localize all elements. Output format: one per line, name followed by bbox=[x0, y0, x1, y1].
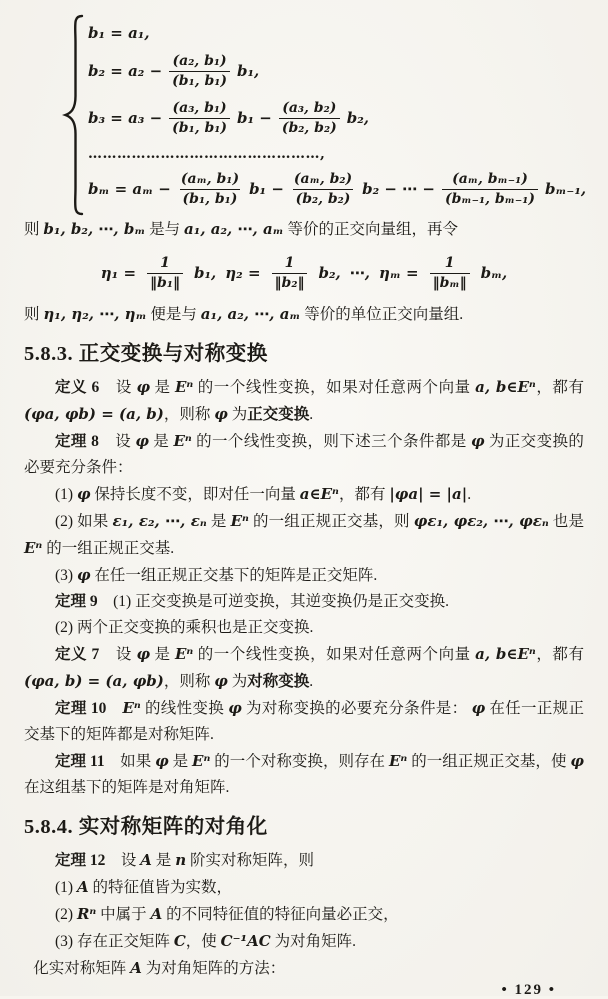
text-run: φε₁, φε₂, ⋯, φεₙ bbox=[413, 512, 549, 530]
text-run: 的一个线性变换，则下述三个条件都是 bbox=[191, 433, 471, 450]
text-run: 定理 10 bbox=[55, 700, 107, 717]
text-run: 设 bbox=[105, 852, 141, 869]
text-run: 是 bbox=[150, 379, 175, 396]
text-run: A bbox=[140, 851, 152, 869]
paragraph-theorem-12 bbox=[24, 847, 584, 874]
paragraph-after-equations bbox=[24, 216, 584, 243]
text-run: 为对角矩阵. bbox=[270, 933, 356, 950]
text-run: b₁, b₂, ⋯, bₘ bbox=[43, 220, 146, 238]
math-text: b₂, bbox=[318, 264, 341, 282]
text-run: 是 bbox=[168, 753, 193, 770]
text-run: 化实对称矩阵 bbox=[33, 960, 131, 977]
text-run: 中属于 bbox=[96, 906, 151, 923]
section-heading-583: 5.8.3. 正交变换与对称变换 bbox=[24, 343, 268, 365]
text-run: 定理 11 bbox=[55, 753, 105, 770]
math-text: bₘ = aₘ − bbox=[88, 180, 171, 198]
text-run: φ bbox=[136, 645, 151, 663]
math-text: b₃ = a₃ − bbox=[88, 109, 163, 127]
paragraph-theorem-12-item-3 bbox=[24, 928, 584, 955]
text-run: (φa, φb) = (a, b) bbox=[24, 405, 164, 423]
text-run: 定理 8 bbox=[55, 433, 99, 450]
text-run: 也是 bbox=[548, 513, 584, 530]
equation-brace bbox=[62, 14, 84, 216]
fraction-denominator: ‖bₘ‖ bbox=[430, 273, 470, 293]
ellipsis-row bbox=[88, 146, 586, 162]
math-text: b₂ = a₂ − bbox=[88, 62, 163, 80]
text-run: ，都有 bbox=[535, 646, 584, 663]
text-run: 的一组正规正交基. bbox=[42, 540, 175, 557]
math-text: bₘ₋₁, bbox=[545, 180, 587, 198]
text-run: 的特征值皆为实数， bbox=[88, 879, 232, 896]
fraction bbox=[291, 170, 355, 209]
text-run: 是 bbox=[149, 433, 174, 450]
text-run: 设 bbox=[98, 433, 136, 450]
paragraph-theorem-9-item-2 bbox=[24, 615, 584, 641]
text-run: Eⁿ bbox=[230, 512, 249, 530]
fraction bbox=[169, 52, 230, 91]
fraction-denominator: (b₁, b₁) bbox=[169, 118, 230, 138]
text-run: φ bbox=[136, 378, 151, 396]
text-run: |φa| = |a| bbox=[389, 485, 468, 503]
fraction-denominator: (b₂, b₂) bbox=[293, 189, 354, 209]
math-text: ηₘ = bbox=[378, 264, 419, 282]
text-run: 设 bbox=[99, 379, 137, 396]
text-run: (2) 如果 bbox=[55, 513, 113, 530]
text-run: . bbox=[467, 486, 472, 503]
text-run: φ bbox=[228, 699, 242, 717]
fraction bbox=[147, 254, 183, 293]
text-run: ，则称 bbox=[163, 406, 215, 423]
text-run: a, b∈Eⁿ bbox=[475, 378, 536, 396]
text-run: 的线性变换 bbox=[140, 700, 229, 717]
text-run: (2) bbox=[55, 906, 77, 923]
text-run: 是 bbox=[151, 852, 176, 869]
text-run: φ bbox=[471, 699, 486, 717]
paragraph-theorem-11 bbox=[24, 748, 584, 801]
text-run: a, b∈Eⁿ bbox=[475, 645, 536, 663]
fraction bbox=[169, 99, 230, 138]
fraction-denominator: (bₘ₋₁, bₘ₋₁) bbox=[442, 189, 538, 209]
fraction-numerator: 1 bbox=[444, 254, 455, 271]
math-text: ⋯, bbox=[349, 264, 370, 282]
equation-bm bbox=[88, 170, 586, 209]
paragraph-theorem-9 bbox=[24, 589, 584, 615]
text-run: 则 bbox=[24, 221, 44, 238]
text-run: 是 bbox=[206, 513, 231, 530]
fraction-numerator: (aₘ, bₘ₋₁) bbox=[452, 170, 528, 187]
gram-schmidt-system bbox=[62, 14, 587, 216]
fraction-numerator: (a₃, b₁) bbox=[172, 99, 227, 116]
fraction-numerator: (a₃, b₂) bbox=[282, 99, 337, 116]
text-run: C bbox=[173, 932, 186, 950]
text-run: C⁻¹AC bbox=[220, 932, 271, 950]
paragraph-theorem-8 bbox=[24, 428, 584, 481]
equation-b3 bbox=[88, 99, 586, 138]
text-run: 定义 6 bbox=[55, 379, 100, 396]
fraction-denominator: (b₁, b₁) bbox=[180, 189, 241, 209]
ellipsis-dots: …………………………………………, bbox=[88, 145, 326, 162]
math-text: b₁ = a₁, bbox=[88, 23, 150, 42]
math-text: η₁ = bbox=[100, 264, 137, 282]
text-run: 设 bbox=[99, 646, 137, 663]
text-run: φ bbox=[76, 566, 91, 584]
text-run: 的一个线性变换，如果对任意两个向量 bbox=[193, 646, 476, 663]
paragraph-theorem-12-item-2 bbox=[24, 901, 584, 928]
text-run: 对称变换 bbox=[247, 673, 310, 690]
text-run: 的一个线性变换，如果对任意两个向量 bbox=[193, 379, 476, 396]
text-run: 阶实对称矩阵，则 bbox=[186, 852, 314, 869]
text-run: (1) 正交变换是可逆变换，其逆变换仍是正交变换. bbox=[97, 593, 449, 610]
math-text: b₂ − ⋯ − bbox=[362, 180, 435, 198]
math-text: b₁ − bbox=[237, 109, 272, 127]
text-run: 是 bbox=[150, 646, 175, 663]
text-run: . bbox=[309, 406, 314, 423]
math-text: b₁ − bbox=[249, 180, 284, 198]
paragraph-theorem-12-item-1 bbox=[24, 874, 584, 901]
math-text: b₁, bbox=[237, 62, 260, 80]
fraction-numerator: (a₂, b₁) bbox=[172, 52, 227, 69]
text-run: 的一组正规正交基，则 bbox=[248, 513, 414, 530]
text-run: Rⁿ bbox=[76, 905, 97, 923]
left-brace-shape bbox=[62, 14, 84, 216]
text-run: 定义 7 bbox=[55, 646, 100, 663]
paragraph-theorem-8-item-1 bbox=[24, 481, 584, 508]
text-run: a₁, a₂, ⋯, aₘ bbox=[200, 305, 301, 323]
text-run: (3) bbox=[55, 567, 77, 584]
equation-column bbox=[84, 22, 586, 209]
text-run: 定理 9 bbox=[55, 593, 98, 610]
text-run: a∈Eⁿ bbox=[299, 485, 339, 503]
text-run: φ bbox=[135, 432, 149, 450]
text-run: 等价的正交向量组，再令 bbox=[283, 221, 458, 238]
text-run: φ bbox=[570, 752, 584, 770]
paragraph-theorem-8-item-2 bbox=[24, 508, 584, 562]
section-heading-584: 5.8.4. 实对称矩阵的对角化 bbox=[24, 816, 268, 838]
fraction-numerator: 1 bbox=[160, 254, 170, 271]
text-run: φ bbox=[214, 405, 228, 423]
text-run: φ bbox=[155, 752, 169, 770]
text-run: (1) bbox=[55, 486, 77, 503]
text-run: 便是与 bbox=[146, 306, 201, 323]
text-run bbox=[106, 700, 122, 717]
text-run: A bbox=[130, 959, 142, 977]
text-run: 等价的单位正交向量组. bbox=[300, 306, 464, 323]
text-run: Eⁿ bbox=[173, 432, 192, 450]
text-run: φ bbox=[214, 672, 228, 690]
fraction bbox=[272, 254, 308, 293]
math-text: b₁, bbox=[193, 264, 217, 282]
text-run: A bbox=[150, 905, 163, 923]
fraction-numerator: 1 bbox=[284, 254, 295, 271]
text-run: 在任一正规正交基下的矩阵都是对称矩阵. bbox=[24, 700, 584, 743]
text-run: (3) 存在正交矩阵 bbox=[55, 933, 174, 950]
text-run: ，则称 bbox=[163, 673, 215, 690]
fraction bbox=[430, 254, 470, 293]
text-run: Eⁿ bbox=[24, 539, 43, 557]
text-run: 如果 bbox=[104, 753, 156, 770]
paragraph-definition-6 bbox=[24, 374, 584, 428]
paragraph-theorem-10 bbox=[24, 695, 584, 748]
text-run: 的一个对称变换，则存在 bbox=[210, 753, 389, 770]
text-run: A bbox=[76, 878, 89, 896]
eta-normalization-formula bbox=[24, 249, 584, 297]
text-run: Eⁿ bbox=[122, 699, 141, 717]
fraction bbox=[279, 99, 340, 138]
fraction-denominator: ‖b₁‖ bbox=[147, 273, 183, 293]
text-run: η₁, η₂, ⋯, ηₘ bbox=[43, 305, 147, 323]
equation-b1 bbox=[88, 22, 586, 44]
fraction-numerator: (aₘ, b₂) bbox=[293, 170, 353, 187]
text-run: 为对称变换的必要充分条件是： bbox=[241, 700, 472, 717]
text-run: 为正交变换的必要充分条件： bbox=[24, 433, 584, 476]
math-text: η₂ = bbox=[225, 264, 261, 282]
text-run: Eⁿ bbox=[192, 752, 211, 770]
fraction-denominator: (b₁, b₁) bbox=[169, 71, 230, 91]
text-run: n bbox=[175, 851, 187, 869]
paragraph-definition-7 bbox=[24, 641, 584, 695]
text-run: a₁, a₂, ⋯, aₘ bbox=[184, 220, 284, 238]
fraction bbox=[442, 170, 538, 209]
text-run: (2) 两个正交变换的乘积也是正交变换. bbox=[55, 619, 314, 636]
equation-b2 bbox=[88, 52, 586, 91]
text-run: Eⁿ bbox=[174, 645, 194, 663]
text-run: Eⁿ bbox=[388, 752, 408, 770]
math-text: bₘ, bbox=[480, 264, 508, 282]
text-run: (1) bbox=[55, 879, 77, 896]
text-run: Eⁿ bbox=[174, 378, 194, 396]
text-run: ε₁, ε₂, ⋯, εₙ bbox=[112, 512, 207, 530]
paragraph-after-eta bbox=[24, 301, 584, 328]
text-run: φ bbox=[76, 485, 91, 503]
text-run: 是与 bbox=[145, 221, 185, 238]
text-run: 的一组正规正交基，使 bbox=[407, 753, 571, 770]
fraction-denominator: (b₂, b₂) bbox=[279, 118, 340, 138]
text-run: ，都有 bbox=[535, 379, 584, 396]
text-run: 在任一组正规正交基下的矩阵是正交矩阵. bbox=[90, 567, 378, 584]
text-run: ，使 bbox=[185, 933, 221, 950]
paragraph-diagonalization-method bbox=[24, 955, 584, 982]
text-run: ，都有 bbox=[338, 486, 390, 503]
math-text: b₂, bbox=[346, 109, 369, 127]
text-run: 定理 12 bbox=[55, 852, 106, 869]
text-run: . bbox=[309, 673, 314, 690]
text-run: 为 bbox=[227, 406, 248, 423]
text-run: 保持长度不变，即对任一向量 bbox=[90, 486, 300, 503]
text-run: 为 bbox=[227, 673, 248, 690]
page-number: • 129 • bbox=[501, 982, 556, 998]
paragraph-theorem-8-item-3 bbox=[24, 562, 584, 589]
fraction bbox=[178, 170, 242, 209]
text-run: 正交变换 bbox=[247, 406, 310, 423]
text-run: 的不同特征值的特征向量必正交， bbox=[162, 906, 399, 923]
text-run: 在这组基下的矩阵是对角矩阵. bbox=[24, 779, 230, 796]
text-run: φ bbox=[470, 432, 485, 450]
text-run: 为对角矩阵的方法： bbox=[141, 960, 286, 977]
fraction-denominator: ‖b₂‖ bbox=[272, 273, 308, 293]
fraction-numerator: (aₘ, b₁) bbox=[180, 170, 240, 187]
text-run: (φa, b) = (a, φb) bbox=[24, 672, 164, 690]
text-run: 则 bbox=[24, 306, 44, 323]
